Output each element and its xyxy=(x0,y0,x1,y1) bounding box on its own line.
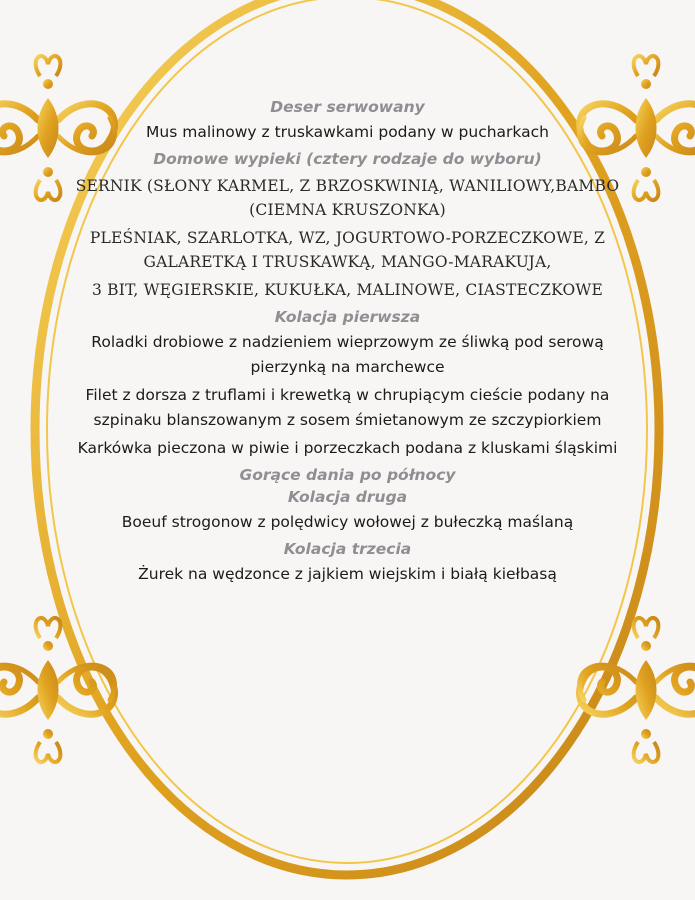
cakes-line-2: PLEŚNIAK, SZARLOTKA, WZ, JOGURTOWO-PORZECZKOWE, Z GALARETKĄ I TRUSKAWKĄ, MANGO-MARAKUJA, xyxy=(89,229,606,271)
menu-content xyxy=(70,96,625,590)
dessert-item: Mus malinowy z truskawkami podany w pucharkach xyxy=(146,123,549,141)
cakes-heading: Domowe wypieki (cztery rodzaje do wyboru) xyxy=(153,150,542,168)
supper3-item: Żurek na wędzonce z jajkiem wiejskim i białą kiełbasą xyxy=(138,565,557,583)
dessert-heading: Deser serwowany xyxy=(270,98,425,116)
supper1-item-3: Karkówka pieczona w piwie i porzeczkach podana z kluskami śląskimi xyxy=(77,439,618,457)
supper1-heading: Kolacja pierwsza xyxy=(274,308,421,326)
cakes-line-1: SERNIK (SŁONY KARMEL, Z BRZOSKWINIĄ, WANILIOWY,BAMBO (CIEMNA KRUSZONKA) xyxy=(75,177,620,219)
cakes-line-3: 3 BIT, WĘGIERSKIE, KUKUŁKA, MALINOWE, CIASTECZKOWE xyxy=(91,281,604,299)
supper2-item: Boeuf strogonow z polędwicy wołowej z bułeczką maślaną xyxy=(121,513,574,531)
supper1-item-1: Roladki drobiowe z nadzieniem wieprzowym ze śliwką pod serową pierzynką na marchewce xyxy=(91,333,604,376)
supper1-item-2: Filet z dorsza z truflami i krewetką w chrupiącym cieście podany na szpinaku blanszowanym z sosem śmietanowym ze szczypiorkiem xyxy=(85,386,610,429)
midnight-heading: Gorące dania po północy xyxy=(239,466,456,484)
supper2-heading: Kolacja druga xyxy=(287,488,408,506)
supper3-heading: Kolacja trzecia xyxy=(283,540,412,558)
